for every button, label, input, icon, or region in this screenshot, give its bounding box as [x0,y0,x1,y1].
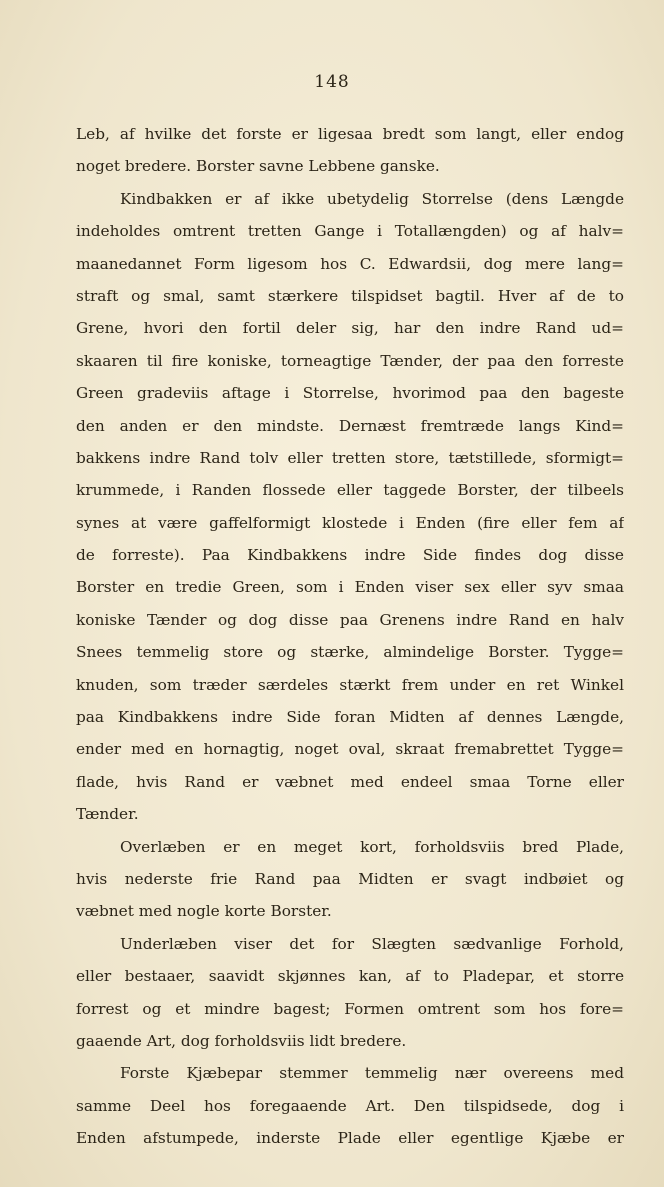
text-line: synes at være gaffelformigt klostede i Enden (fire eller fem af [76,513,624,532]
text-line: samme Deel hos foregaaende Art. Den tilspidsede, dog i [76,1096,624,1115]
text-line: den anden er den mindste. Dernæst fremtræde langs Kind= [76,416,624,435]
text-line: maanedannet Form ligesom hos C. Edwardsii, dog mere lang= [76,254,624,273]
text-line: Green gradeviis aftage i Storrelse, hvorimod paa den bageste [76,384,624,403]
text-line: væbnet med nogle korte Borster. [76,902,332,921]
paragraph-start-line: Kindbakken er af ikke ubetydelig Storrelse (dens Længde [120,189,624,208]
text-line: skaaren til fire koniske, torneagtige Tænder, der paa den forreste [76,351,624,370]
text-line: hvis nederste frie Rand paa Midten er svagt indbøiet og [76,869,624,888]
text-line: indeholdes omtrent tretten Gange i Totallængden) og af halv= [76,222,624,241]
text-line: Tænder. [76,805,139,824]
page-number: 148 [314,72,350,92]
text-line: paa Kindbakkens indre Side foran Midten af dennes Længde, [76,708,624,727]
text-line: Borster en tredie Green, som i Enden viser sex eller syv smaa [76,578,624,597]
text-line: forrest og et mindre bagest; Formen omtrent som hos fore= [76,999,624,1018]
text-line: ender med en hornagtig, noget oval, skraat fremabrettet Tygge= [76,740,624,759]
paragraph-start-line: Underlæben viser det for Slægten sædvanlige Forhold, [120,934,624,953]
text-line: straft og smal, samt stærkere tilspidset bagtil. Hver af de to [76,286,624,305]
paragraph-start-line: Overlæben er en meget kort, forholdsviis bred Plade, [120,837,624,856]
paragraph-start-line: Forste Kjæbepar stemmer temmelig nær overeens med [120,1064,624,1083]
text-line: bakkens indre Rand tolv eller tretten store, tætstillede, sformigt= [76,448,624,467]
text-line: Grene, hvori den fortil deler sig, har den indre Rand ud= [76,319,624,338]
text-line: knuden, som træder særdeles stærkt frem under en ret Winkel [76,675,624,694]
text-line: gaaende Art, dog forholdsviis lidt bredere. [76,1031,407,1050]
page-body [76,118,624,1155]
text-line: krummede, i Randen flossede eller taggede Borster, der tilbeels [76,481,624,500]
text-line: noget bredere. Borster savne Lebbene ganske. [76,157,440,176]
text-line: eller bestaaer, saavidt skjønnes kan, af to Pladepar, et storre [76,967,624,986]
text-line: koniske Tænder og dog disse paa Grenens indre Rand en halv [76,610,624,629]
text-line: flade, hvis Rand er væbnet med endeel smaa Torne eller [76,772,624,791]
text-line: Snees temmelig store og stærke, almindelige Borster. Tygge= [76,643,624,662]
text-line: de forreste). Paa Kindbakkens indre Side findes dog disse [76,546,624,565]
text-line: Enden afstumpede, inderste Plade eller egentlige Kjæbe er [76,1129,624,1148]
text-line: Leb, af hvilke det forste er ligesaa bredt som langt, eller endog [76,125,624,143]
